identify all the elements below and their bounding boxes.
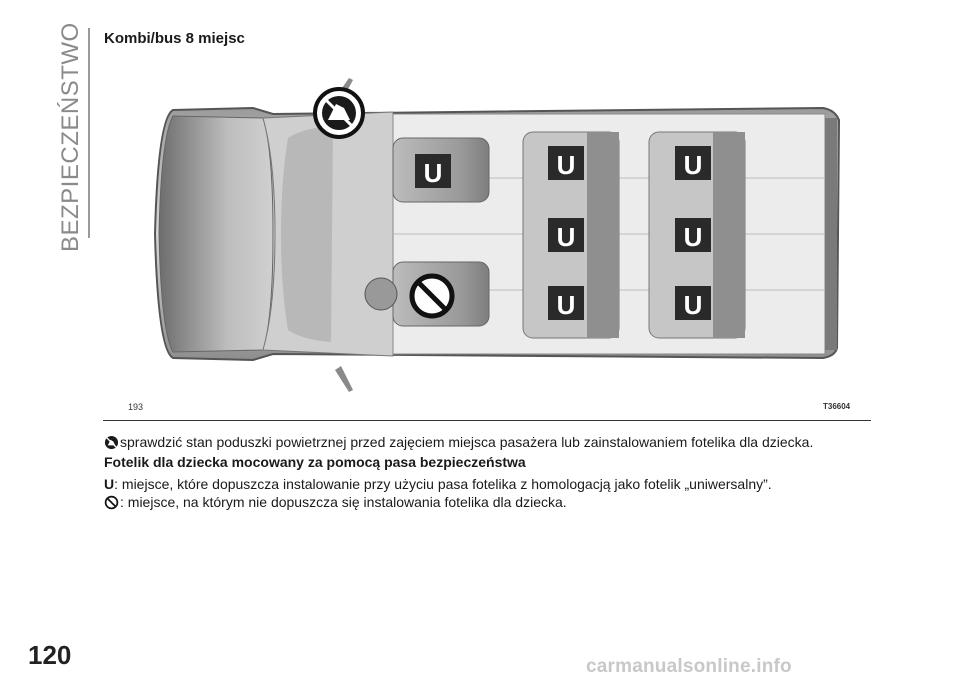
svg-text:U: U	[556, 222, 576, 252]
svg-text:U: U	[556, 150, 576, 180]
rear-door	[825, 118, 837, 350]
section-tab	[50, 22, 90, 252]
airbag-note-text: sprawdzić stan poduszki powietrznej przed zajęciem miejsca pasażera lub zainstalowaniem fotelika dla dziecka.	[120, 434, 814, 450]
airbag-warning-icon	[315, 89, 363, 137]
dashboard	[281, 126, 333, 342]
forbidden-seat-icon	[412, 276, 452, 316]
airbag-note	[104, 434, 813, 450]
seat-u-mark	[675, 218, 711, 252]
van-hood	[159, 116, 273, 352]
van-seating-figure	[103, 58, 871, 421]
section-rail	[88, 28, 90, 238]
svg-text:U: U	[683, 222, 703, 252]
figure-number: 193	[128, 402, 144, 412]
watermark: carmanualsonline.info	[586, 656, 792, 677]
seat-u-mark	[548, 218, 584, 252]
seat-u-mark	[415, 154, 451, 188]
svg-text:U: U	[683, 150, 703, 180]
airbag-warning-icon	[104, 435, 119, 450]
page-heading: Kombi/bus 8 miejsc	[104, 30, 245, 47]
forbidden-legend-text: : miejsce, na którym nie dopuszcza się instalowania fotelika dla dziecka.	[120, 494, 567, 510]
seat-u-mark	[675, 286, 711, 320]
u-legend-text: : miejsce, które dopuszcza instalowanie przy użyciu pasa fotelika z homologacją jako fotelik „uniwersalny”.	[114, 476, 772, 492]
belt-section-heading: Fotelik dla dziecka mocowany za pomocą pasa bezpieczeństwa	[104, 454, 526, 470]
forbidden-legend	[104, 494, 567, 510]
u-legend-letter: U	[104, 476, 115, 492]
steering-wheel	[365, 278, 397, 310]
van-top-view	[103, 58, 871, 420]
page-number: 120	[28, 640, 72, 670]
seat-u-mark	[675, 146, 711, 180]
svg-text:U: U	[556, 290, 576, 320]
figure-code: T36604	[823, 402, 851, 411]
seat-u-mark	[548, 286, 584, 320]
forbidden-icon	[104, 495, 119, 510]
section-label: BEZPIECZEŃSTWO	[57, 22, 84, 252]
svg-text:U: U	[423, 158, 443, 188]
right-mirror	[335, 366, 353, 392]
svg-text:U: U	[683, 290, 703, 320]
seat-u-mark	[548, 146, 584, 180]
second-row-backrest	[587, 132, 619, 338]
third-row-backrest	[713, 132, 745, 338]
u-legend	[104, 476, 772, 492]
